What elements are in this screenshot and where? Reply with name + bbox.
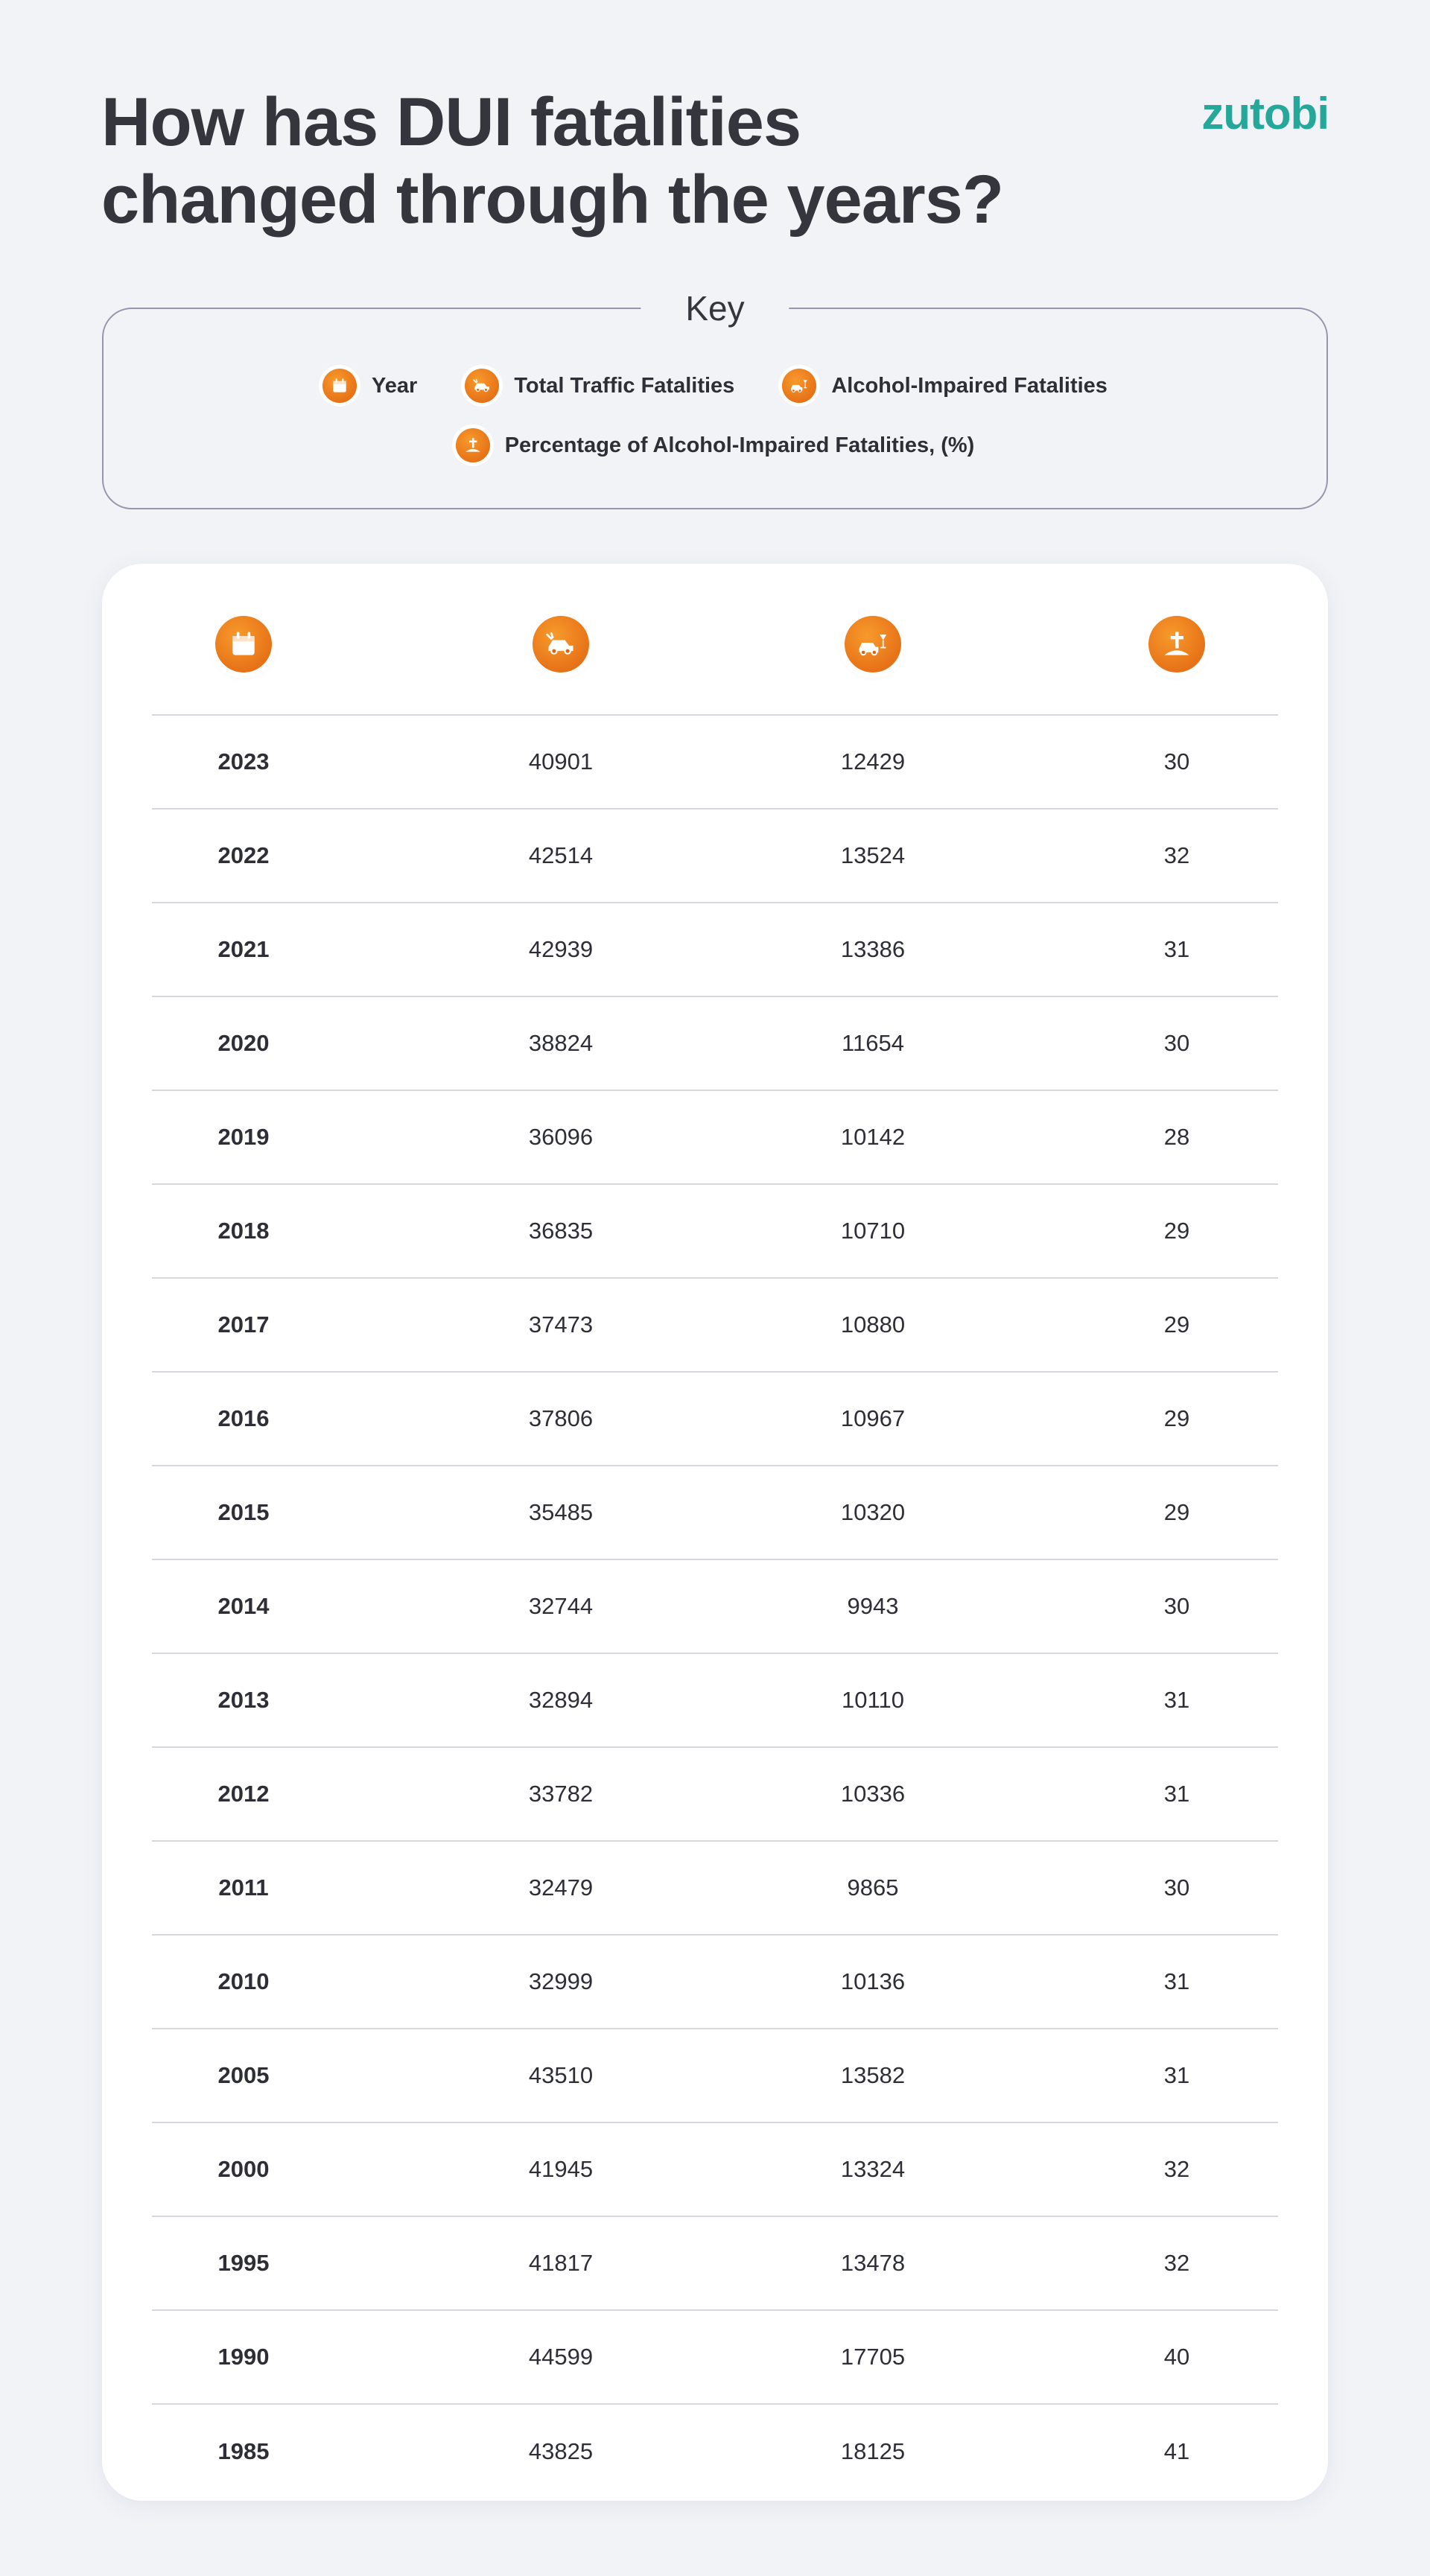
cell-total: 37473 (528, 1311, 594, 1338)
car-crash-icon (533, 616, 589, 672)
cell-year: 2018 (217, 1218, 270, 1244)
cell-alcohol: 12429 (840, 748, 906, 775)
cell-percent: 31 (1163, 936, 1190, 962)
cell-year: 2023 (217, 748, 270, 775)
key-label-alcohol-fatalities: Alcohol-Impaired Fatalities (831, 373, 1108, 398)
cell-alcohol: 13478 (840, 2250, 906, 2276)
cell-alcohol: 9943 (847, 1593, 899, 1619)
cell-percent: 30 (1163, 1593, 1190, 1619)
cell-year: 2022 (217, 842, 270, 868)
cell-total: 33782 (528, 1781, 594, 1807)
cell-percent: 32 (1163, 2156, 1190, 2182)
cell-year: 2016 (217, 1405, 270, 1431)
cell-year: 1990 (217, 2344, 270, 2370)
table-row (152, 1279, 1278, 1373)
table-header (102, 616, 1328, 698)
car-crash-icon (465, 369, 499, 403)
cell-percent: 31 (1163, 1968, 1190, 1994)
cell-alcohol: 17705 (840, 2344, 906, 2370)
key-item-percentage (456, 428, 975, 462)
cell-alcohol: 13324 (840, 2156, 906, 2182)
cell-percent: 30 (1163, 1030, 1190, 1056)
drunk-driving-icon (782, 369, 816, 403)
table-row (152, 2123, 1278, 2217)
cell-percent: 29 (1163, 1499, 1190, 1525)
cell-year: 2019 (217, 1124, 270, 1150)
calendar-icon (322, 369, 357, 403)
cell-alcohol: 9865 (847, 1874, 899, 1901)
key-item-year (322, 369, 417, 403)
calendar-icon (215, 616, 272, 672)
cell-alcohol: 18125 (840, 2438, 906, 2464)
cell-percent: 41 (1163, 2438, 1190, 2464)
cell-alcohol: 10136 (840, 1968, 906, 1994)
cell-year: 2000 (217, 2156, 270, 2182)
table-row (152, 1748, 1278, 1842)
brand-logo: zutobi (1201, 89, 1329, 139)
drunk-driving-icon (845, 616, 901, 672)
table-row (152, 1936, 1278, 2029)
key-item-alcohol-fatalities (782, 369, 1108, 403)
cell-percent: 32 (1163, 2250, 1190, 2276)
cell-percent: 29 (1163, 1218, 1190, 1244)
page-title-line-2: changed through the years? (101, 162, 1004, 238)
table-row (152, 903, 1278, 997)
cell-alcohol: 10880 (840, 1311, 906, 1338)
cell-percent: 29 (1163, 1405, 1190, 1431)
cell-total: 36835 (528, 1218, 594, 1244)
cell-year: 2005 (217, 2062, 270, 2088)
cell-total: 35485 (528, 1499, 594, 1525)
cell-year: 2014 (217, 1593, 270, 1619)
grave-icon (456, 428, 490, 462)
key-legend (102, 289, 1328, 509)
table-row (152, 1842, 1278, 1936)
cell-percent: 31 (1163, 2062, 1190, 2088)
cell-total: 41817 (528, 2250, 594, 2276)
cell-year: 1995 (217, 2250, 270, 2276)
cell-percent: 30 (1163, 1874, 1190, 1901)
table-row (152, 1466, 1278, 1560)
cell-percent: 32 (1163, 842, 1190, 868)
table-row (152, 2029, 1278, 2123)
cell-percent: 30 (1163, 748, 1190, 775)
key-label-year: Year (372, 373, 418, 398)
table-row (152, 1560, 1278, 1654)
cell-total: 32479 (528, 1874, 594, 1901)
cell-year: 2013 (217, 1687, 270, 1713)
table-row (152, 2405, 1278, 2499)
fatalities-table (102, 564, 1328, 2501)
cell-alcohol: 10710 (840, 1218, 906, 1244)
table-row (152, 2311, 1278, 2405)
table-row (152, 2217, 1278, 2311)
key-label-percentage: Percentage of Alcohol-Impaired Fatalities, (%) (504, 433, 975, 457)
table-row (152, 1373, 1278, 1466)
table-row (152, 997, 1278, 1091)
cell-alcohol: 10142 (840, 1124, 906, 1150)
cell-percent: 40 (1163, 2344, 1190, 2370)
cell-alcohol: 10110 (842, 1687, 904, 1713)
cell-percent: 28 (1163, 1124, 1190, 1150)
cell-percent: 29 (1163, 1311, 1190, 1338)
cell-year: 2010 (217, 1968, 270, 1994)
page-title-line-1: How has DUI fatalities (101, 84, 801, 160)
table-row (152, 716, 1278, 810)
table-body (152, 714, 1278, 2499)
cell-alcohol: 10336 (840, 1781, 906, 1807)
table-row (152, 1185, 1278, 1279)
cell-total: 37806 (528, 1405, 594, 1431)
cell-alcohol: 10320 (840, 1499, 906, 1525)
cell-year: 2015 (217, 1499, 270, 1525)
key-item-total-fatalities (465, 369, 734, 403)
cell-year: 2021 (217, 936, 270, 962)
cell-percent: 31 (1163, 1781, 1190, 1807)
table-row (152, 1654, 1278, 1748)
cell-year: 2011 (218, 1874, 269, 1901)
cell-alcohol: 13524 (840, 842, 906, 868)
cell-total: 42939 (528, 936, 594, 962)
cell-year: 1985 (217, 2438, 270, 2464)
table-row (152, 810, 1278, 903)
cell-total: 32999 (528, 1968, 594, 1994)
table-row (152, 1091, 1278, 1185)
cell-total: 32894 (528, 1687, 594, 1713)
cell-total: 36096 (528, 1124, 594, 1150)
grave-icon (1148, 616, 1205, 672)
cell-total: 42514 (528, 842, 594, 868)
cell-total: 40901 (528, 748, 594, 775)
cell-alcohol: 13582 (840, 2062, 906, 2088)
cell-total: 43510 (528, 2062, 594, 2088)
cell-total: 43825 (528, 2438, 594, 2464)
cell-total: 32744 (528, 1593, 594, 1619)
cell-alcohol: 10967 (840, 1405, 906, 1431)
cell-year: 2012 (217, 1781, 270, 1807)
cell-alcohol: 13386 (840, 936, 906, 962)
cell-percent: 31 (1163, 1687, 1190, 1713)
cell-total: 41945 (528, 2156, 594, 2182)
key-title: Key (641, 287, 789, 330)
cell-alcohol: 11654 (842, 1030, 904, 1056)
cell-year: 2017 (217, 1311, 270, 1338)
cell-total: 38824 (528, 1030, 594, 1056)
cell-total: 44599 (528, 2344, 594, 2370)
key-label-total-fatalities: Total Traffic Fatalities (514, 373, 735, 398)
cell-year: 2020 (217, 1030, 270, 1056)
page-title (101, 83, 1003, 238)
